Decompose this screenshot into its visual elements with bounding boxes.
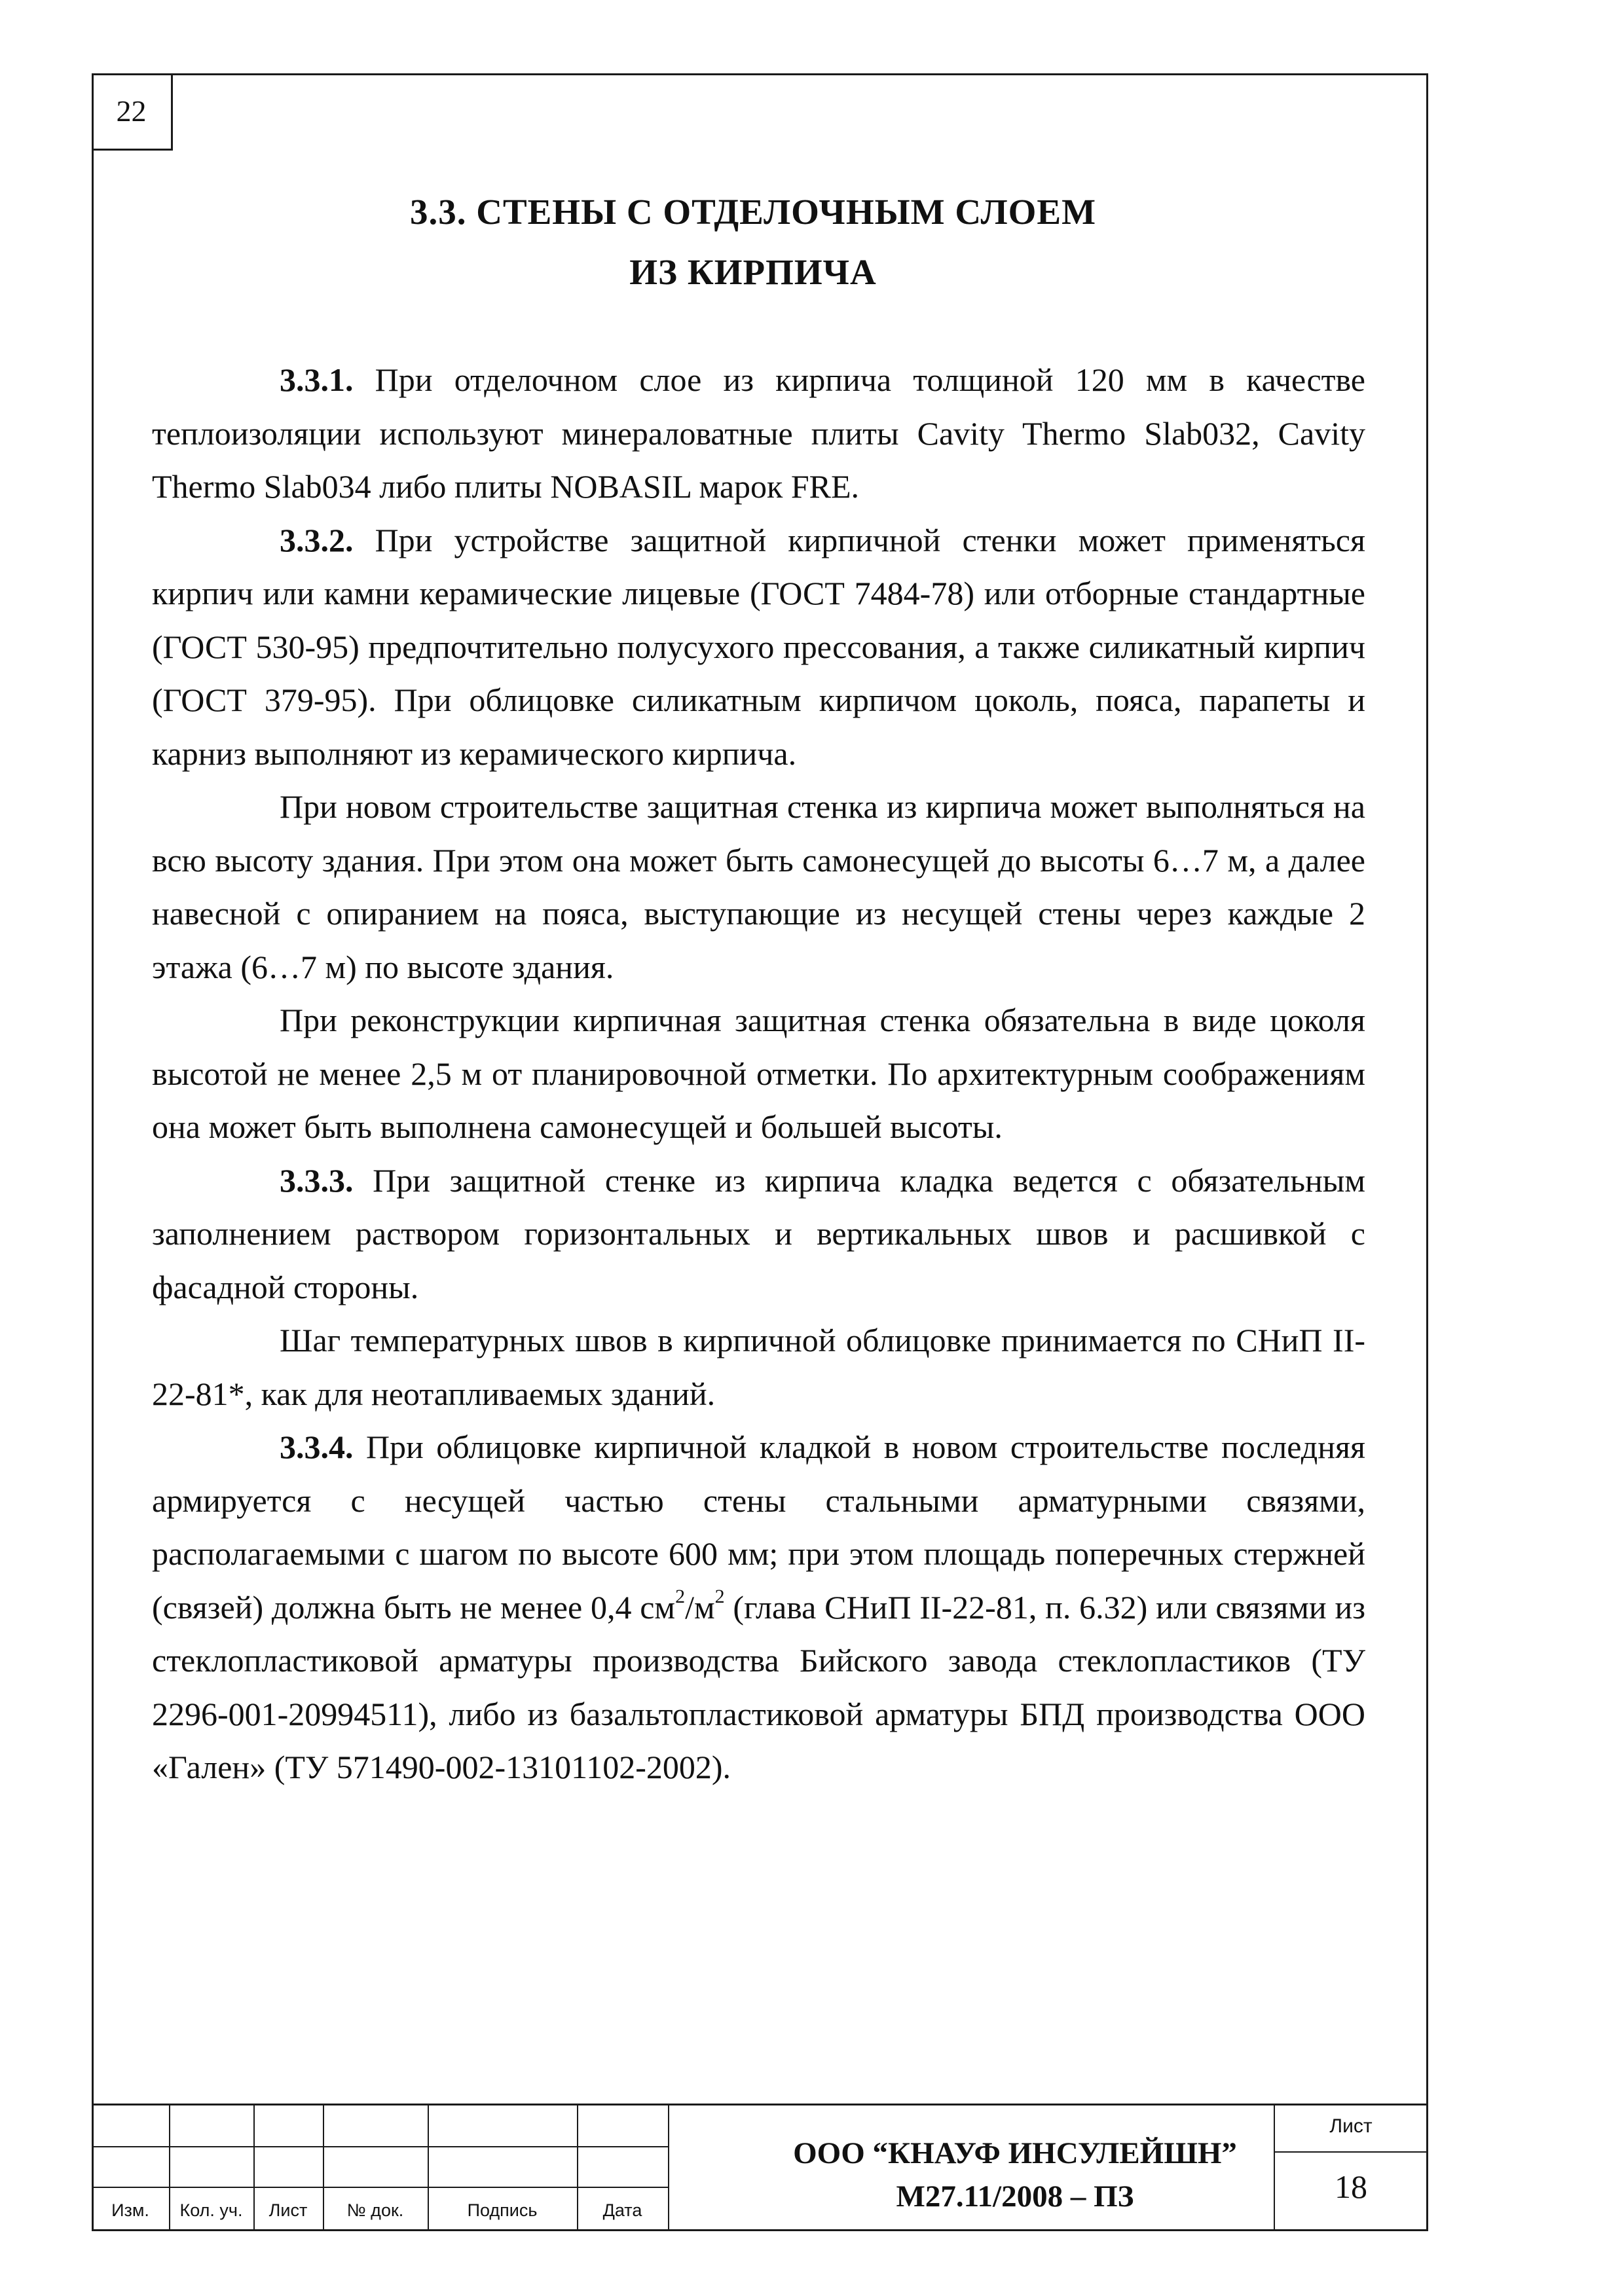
- section-title-line1: 3.3. СТЕНЫ С ОТДЕЛОЧНЫМ СЛОЕМ: [409, 192, 1097, 232]
- paragraph: [152, 1421, 1365, 1795]
- paragraph: [152, 354, 1365, 514]
- paragraph: [152, 780, 1365, 994]
- col-sign-label: Подпись: [467, 2200, 538, 2220]
- col-list-label: Лист: [268, 2200, 308, 2220]
- clause-number: 3.3.1.: [280, 361, 354, 398]
- stamp-rule: [92, 2187, 668, 2188]
- paragraph-text: При облицовке кирпичной кладкой в новом строительстве последняя армируется с несущей частью стены стальными арматурными связями, располагаемыми с шагом по высоте 600 мм; при этом площадь поперечных стержней (связей) должна быть не менее 0,4 см: [152, 1429, 1365, 1626]
- paragraph-text: При реконструкции кирпичная защитная стенка обязательна в виде цоколя высотой не менее 2,5 м от планировочной отметки. По архитектурным соображениям она может быть выполнена самонесущей и большей высоты.: [152, 1002, 1365, 1145]
- paragraph-text: При устройстве защитной кирпичной стенки может применяться кирпич или камни керамические лицевые (ГОСТ 7484-78) или отборные стандартные (ГОСТ 530-95) предпочтительно полусухого прессования, а также силикатный кирпич (ГОСТ 379-95). При облицовке силикатным кирпичом цоколь, пояса, парапеты и карниз выполняют из керамического кирпича.: [152, 521, 1365, 772]
- paragraph-text: (глава СНиП II-22-81, п. 6.32) или связями из стеклопластиковой арматуры производства Бийского завода стеклопластиков (ТУ 2296-001-20994511), либо из базальтопластиковой арматуры БПД производства ООО «Гален» (ТУ 571490-002-13101102-2002).: [152, 1588, 1365, 1785]
- paragraph: [152, 1314, 1365, 1421]
- paragraph: [152, 514, 1365, 781]
- title-block: [92, 2104, 1428, 2231]
- document-code: М27.11/2008 – ПЗ: [896, 2179, 1134, 2214]
- paragraph-text: При отделочном слое из кирпича толщиной 120 мм в качестве теплоизоляции используют минераловатные плиты Cavity Thermo Slab032, Cavity Thermo Slab034 либо плиты NOBASIL марок FRE.: [152, 361, 1365, 505]
- section-title-line2: ИЗ КИРПИЧА: [629, 252, 877, 292]
- paragraph: [152, 994, 1365, 1154]
- document-body: [152, 354, 1365, 1795]
- section-title: [196, 182, 1310, 302]
- col-date-label: Дата: [602, 2200, 642, 2220]
- page-number-box: [92, 73, 173, 151]
- paragraph-text: При новом строительстве защитная стенка из кирпича может выполняться на всю высоту здания. При этом она может быть самонесущей до высоты 6…7 м, а далее навесной с опиранием на пояса, выступающие из несущей стены через каждые 2 этажа (6…7 м) по высоте здания.: [152, 788, 1365, 985]
- paragraph: [152, 1154, 1365, 1315]
- paragraph-text: При защитной стенке из кирпича кладка ведется с обязательным заполнением раствором горизонтальных и вертикальных швов и расшивкой с фасадной стороны.: [152, 1161, 1365, 1305]
- company-name: ООО “КНАУФ ИНСУЛЕЙШН”: [793, 2136, 1237, 2170]
- page-number: 22: [116, 94, 147, 128]
- sheet-label: Лист: [1329, 2115, 1373, 2137]
- col-izm-label: Изм.: [111, 2200, 149, 2220]
- company-block: [668, 2132, 1362, 2218]
- clause-number: 3.3.4.: [280, 1429, 354, 1465]
- paragraph-text: Шаг температурных швов в кирпичной облицовке принимается по СНиП II-22-81*, как для неотапливаемых зданий.: [152, 1322, 1365, 1412]
- col-kol-label: Кол. уч.: [179, 2200, 243, 2220]
- superscript: 2: [714, 1585, 725, 1607]
- clause-number: 3.3.3.: [280, 1161, 354, 1199]
- superscript: 2: [675, 1585, 686, 1607]
- sheet-number: 18: [1335, 2168, 1367, 2205]
- clause-number: 3.3.2.: [280, 521, 354, 558]
- col-doc-label: № док.: [346, 2200, 404, 2220]
- paragraph-text: /м: [685, 1588, 715, 1626]
- stamp-rule: [92, 2146, 668, 2147]
